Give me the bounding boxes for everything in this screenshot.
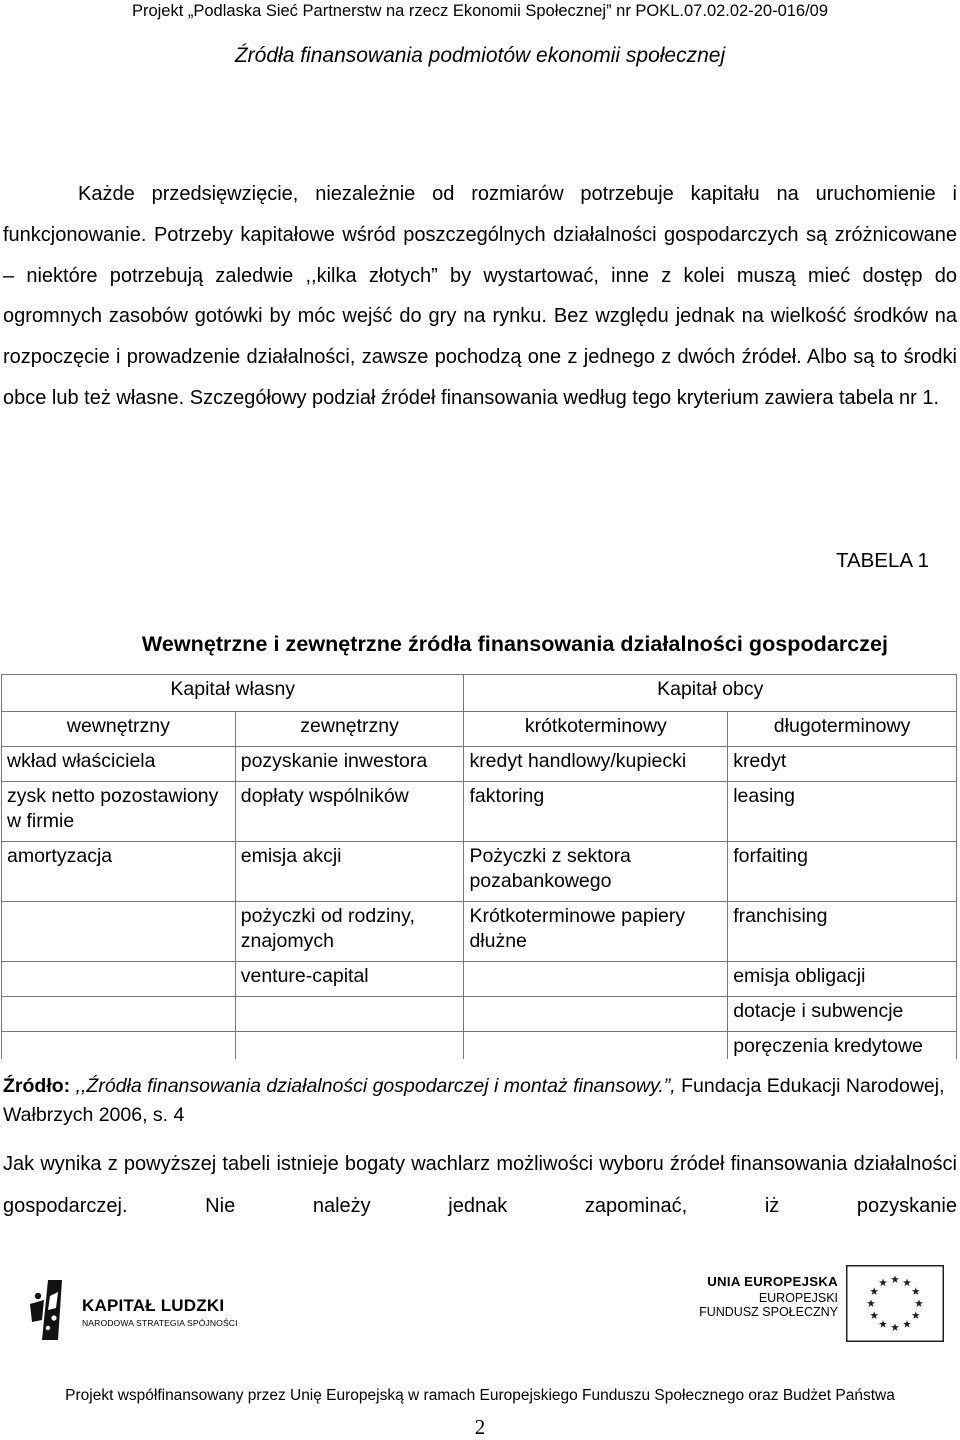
- table-cell: Krótkoterminowe papiery dłużne: [464, 902, 728, 962]
- project-header: Projekt „Podlaska Sieć Partnerstw na rzecz Ekonomii Społecznej” nr POKL.07.02.02-20-016/09: [131, 2, 829, 20]
- source-title: ,,Źródła finansowania działalności gospodarczej i montaż finansowy.”,: [70, 1075, 676, 1097]
- column-header: krótkoterminowy: [464, 712, 728, 747]
- document-subtitle: Źródła finansowania podmiotów ekonomii społecznej: [234, 44, 726, 67]
- table-source-citation: [3, 1072, 957, 1130]
- table-title: Wewnętrzne i zewnętrzne źródła finansowania działalności gospodarczej: [141, 632, 889, 656]
- table-cell: dopłaty wspólników: [235, 782, 464, 842]
- eu-logo-line2: EUROPEJSKI: [758, 1291, 838, 1305]
- table-cell: [235, 997, 464, 1032]
- table-cell: emisja akcji: [235, 842, 464, 902]
- table-cell: kredyt: [728, 747, 957, 782]
- kapital-ludzki-title: KAPITAŁ LUDZKI: [82, 1296, 225, 1315]
- table-cell: wkład właściciela: [2, 747, 236, 782]
- table-row: [2, 1032, 957, 1060]
- kapital-ludzki-logo-icon: [28, 1278, 74, 1342]
- table-cell: Pożyczki z sektora pozabankowego: [464, 842, 728, 902]
- table-cell: [2, 997, 236, 1032]
- table-cell: faktoring: [464, 782, 728, 842]
- table-row: [2, 962, 957, 997]
- table-row: [2, 842, 957, 902]
- table-row: [2, 782, 957, 842]
- table-row: [2, 997, 957, 1032]
- table-row: [2, 902, 957, 962]
- column-header: zewnętrzny: [235, 712, 464, 747]
- table-cell: emisja obligacji: [728, 962, 957, 997]
- table-number-label: TABELA 1: [835, 549, 929, 572]
- table-cell: poręczenia kredytowe: [728, 1032, 957, 1060]
- table-cell: forfaiting: [728, 842, 957, 902]
- kapital-ludzki-subtitle: NARODOWA STRATEGIA SPÓJNOŚCI: [82, 1318, 238, 1328]
- table-cell: [464, 997, 728, 1032]
- page-number: 2: [474, 1415, 486, 1439]
- closing-paragraph: Jak wynika z powyższej tabeli istnieje bogaty wachlarz możliwości wyboru źródeł finansowania działalności gospodarczej. Nie należy jednak zapominać, iż pozyskanie: [3, 1153, 957, 1217]
- table-cell: pożyczki od rodziny, znajomych: [235, 902, 464, 962]
- table-cell: franchising: [728, 902, 957, 962]
- financing-sources-table: [1, 674, 957, 1059]
- table-cell: [2, 902, 236, 962]
- table-cell: kredyt handlowy/kupiecki: [464, 747, 728, 782]
- table-cell: leasing: [728, 782, 957, 842]
- table-group-header-row: [2, 675, 957, 712]
- eu-logo-line3: FUNDUSZ SPOŁECZNY: [699, 1305, 838, 1319]
- table-cell: [464, 962, 728, 997]
- table-cell: [235, 1032, 464, 1060]
- column-header: wewnętrzny: [2, 712, 236, 747]
- table-column-header-row: [2, 712, 957, 747]
- table-cell: dotacje i subwencje: [728, 997, 957, 1032]
- column-header: długoterminowy: [728, 712, 957, 747]
- source-label: Źródło:: [3, 1075, 71, 1097]
- source-details: Fundacja Edukacji Narodowej, Wałbrzych 2006, s. 4: [3, 1075, 945, 1126]
- intro-paragraph-text: Każde przedsięwzięcie, niezależnie od rozmiarów potrzebuje kapitału na uruchomienie i funkcjonowanie. Potrzeby kapitałowe wśród poszczególnych działalności gospodarczych są zróżnicowane – niektóre potrzebują zaledwie ,,kilka złotych” by wystartować, inne z kolei muszą mieć dostęp do ogromnych zasobów gotówki by móc wejść do gry na rynku. Bez względu jednak na wielkość środków na rozpoczęcie i prowadzenie działalności, zawsze pochodzą one z jednego z dwóch źródeł. Albo są to środki obce lub też własne. Szczegółowy podział źródeł finansowania według tego kryterium zawiera tabela nr 1.: [3, 183, 957, 409]
- eu-logo-line1: UNIA EUROPEJSKA: [707, 1274, 838, 1289]
- table-cell: zysk netto pozostawiony w firmie: [2, 782, 236, 842]
- table-cell: [2, 962, 236, 997]
- group-header-external-capital: Kapitał obcy: [464, 675, 957, 712]
- table-cell: venture-capital: [235, 962, 464, 997]
- footer-cofinancing-note: Projekt współfinansowany przez Unię Europejską w ramach Europejskiego Funduszu Społecznego oraz Budżet Państwa: [65, 1387, 895, 1404]
- eu-flag-icon: [846, 1265, 944, 1342]
- intro-paragraph: [3, 174, 957, 419]
- table-row: [2, 747, 957, 782]
- group-header-own-capital: Kapitał własny: [2, 675, 464, 712]
- table-cell: [2, 1032, 236, 1060]
- table-cell: amortyzacja: [2, 842, 236, 902]
- table-cell: pozyskanie inwestora: [235, 747, 464, 782]
- table-cell: [464, 1032, 728, 1060]
